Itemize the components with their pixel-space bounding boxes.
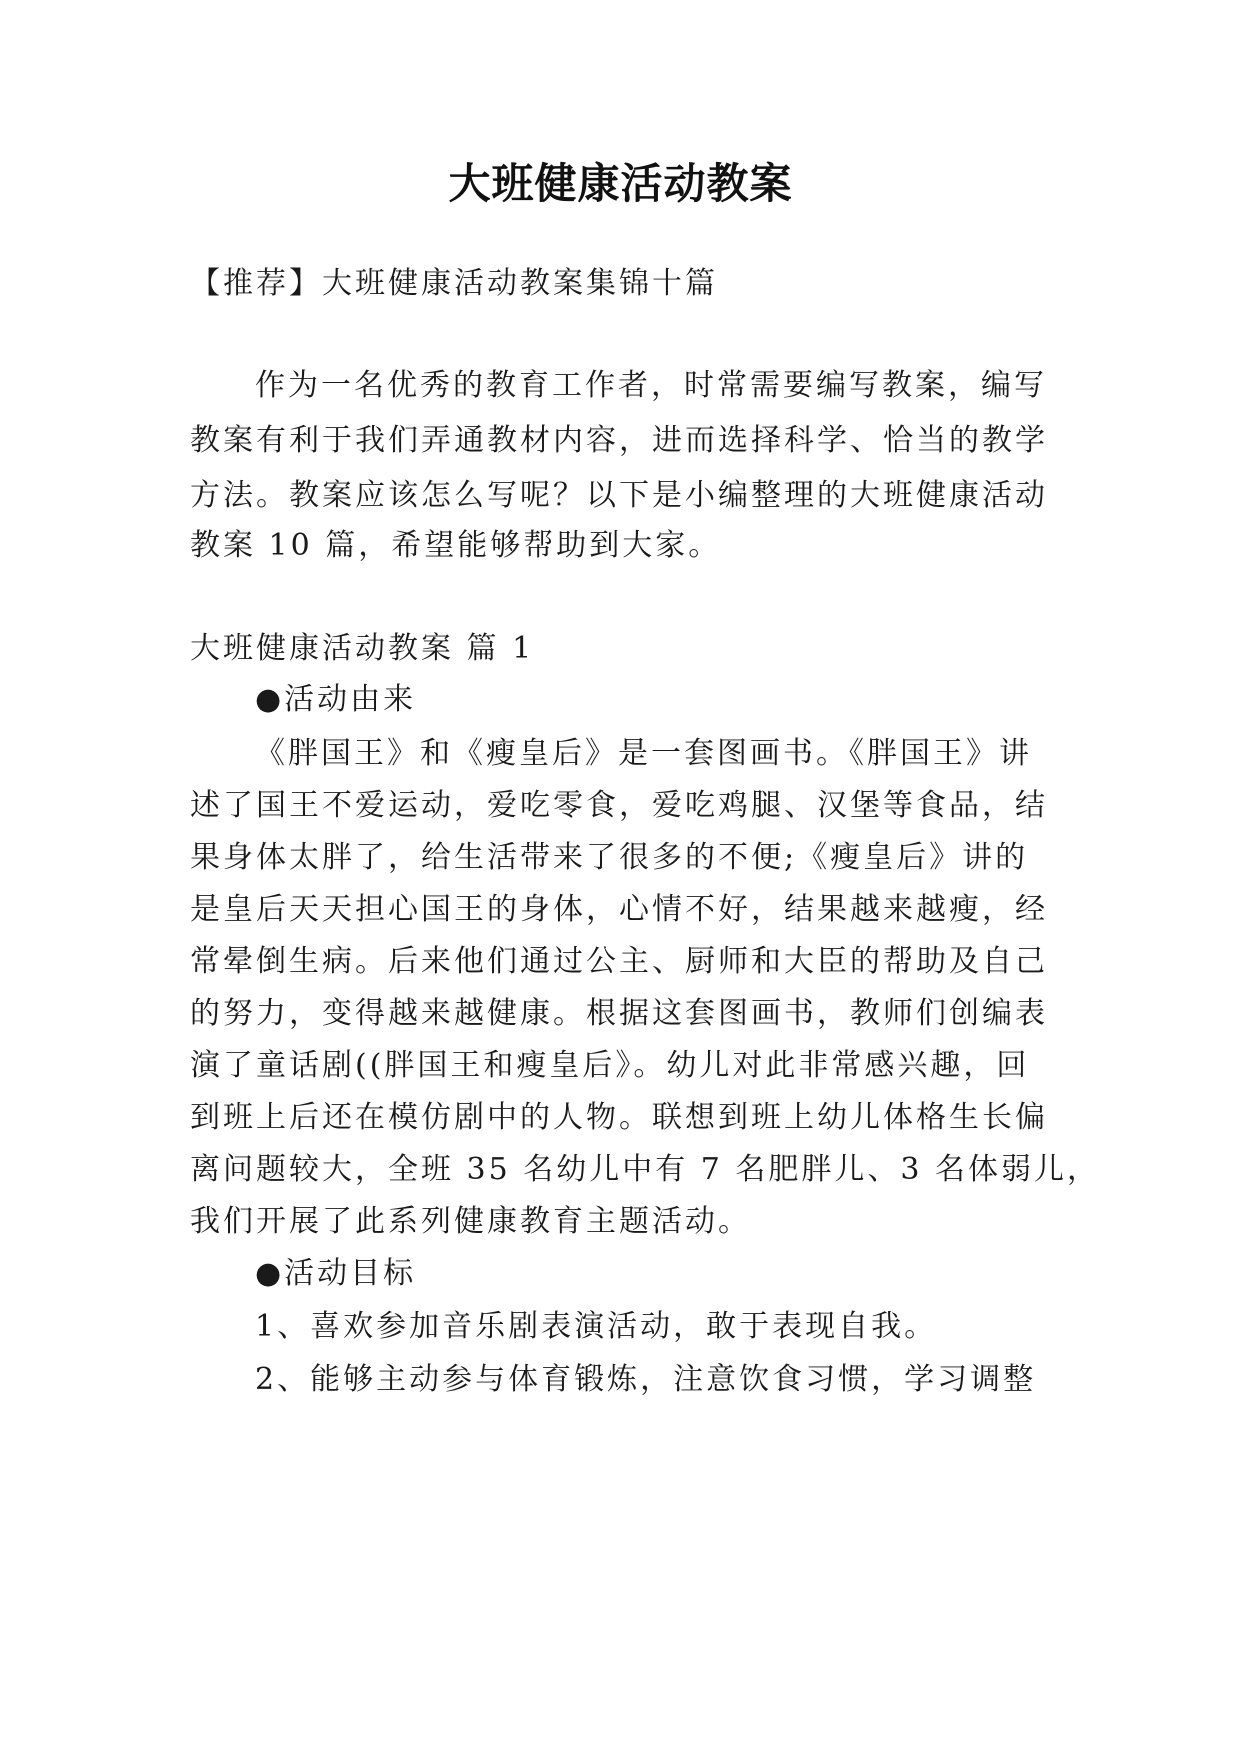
intro-line-2: 教案有利于我们弄通教材内容，进而选择科学、恰当的教学 [190,423,1048,458]
origin-line-6: 的努力，变得越来越健康。根据这套图画书，教师们创编表 [190,996,1048,1031]
origin-line-9: 离问题较大，全班 35 名幼儿中有 7 名肥胖儿、3 名体弱儿， [190,1152,1101,1187]
document-title: 大班健康活动教案 [448,159,793,208]
goal-line-2: 2、能够主动参与体育锻炼，注意饮食习惯，学习调整 [255,1362,1037,1397]
intro-line-1: 作为一名优秀的教育工作者，时常需要编写教案，编写 [255,368,1047,403]
goal-heading: ●活动目标 [255,1256,417,1291]
origin-line-1: 《胖国王》和《瘦皇后》是一套图画书。《胖国王》讲 [255,736,1032,771]
origin-line-10: 我们开展了此系列健康教育主题活动。 [190,1204,751,1239]
origin-line-4: 是皇后天天担心国王的身体，心情不好，结果越来越瘦，经 [190,892,1048,927]
origin-line-7: 演了童话剧((胖国王和瘦皇后》。幼儿对此非常感兴趣，回 [190,1048,1030,1083]
origin-line-3: 果身体太胖了，给生活带来了很多的不便;《瘦皇后》讲的 [190,840,1029,875]
origin-line-2: 述了国王不爱运动，爱吃零食，爱吃鸡腿、汉堡等食品，结 [190,788,1048,823]
goal-line-1: 1、喜欢参加音乐剧表演活动，敢于表现自我。 [255,1309,938,1344]
intro-line-3: 方法。教案应该怎么写呢？以下是小编整理的大班健康活动 [190,478,1048,513]
origin-line-8: 到班上后还在模仿剧中的人物。联想到班上幼儿体格生长偏 [190,1100,1048,1135]
origin-line-5: 常晕倒生病。后来他们通过公主、厨师和大臣的帮助及自己 [190,944,1048,979]
section-heading: 大班健康活动教案 篇 1 [190,631,535,666]
document-subtitle: 【推荐】大班健康活动教案集锦十篇 [190,266,718,301]
intro-line-4: 教案 10 篇，希望能够帮助到大家。 [190,528,722,563]
origin-heading: ●活动由来 [255,682,417,717]
